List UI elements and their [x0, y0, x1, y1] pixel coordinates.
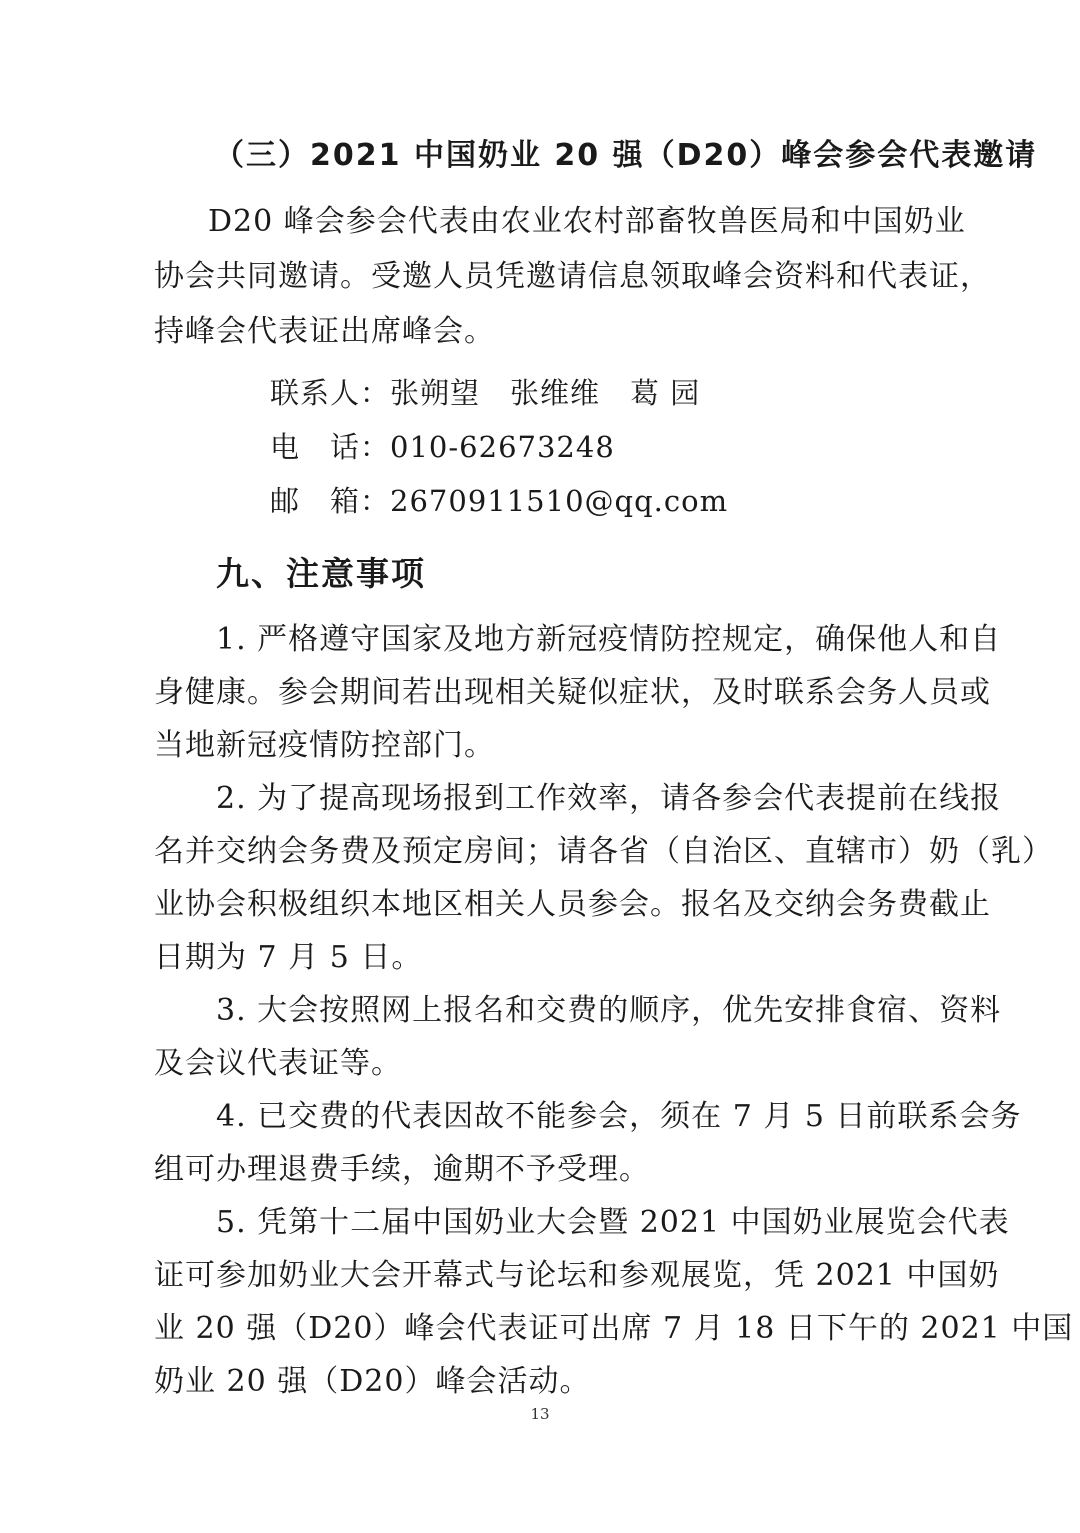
- notes-line: 组可办理退费手续，逾期不予受理。: [154, 1152, 650, 1187]
- notes-line: 3. 大会按照网上报名和交费的顺序，优先安排食宿、资料: [216, 993, 1002, 1028]
- contact-person-value: 张朔望 张维维 葛 园: [390, 376, 701, 410]
- notes-line: 证可参加奶业大会开幕式与论坛和参观展览，凭 2021 中国奶: [154, 1258, 1000, 1293]
- notes-heading: 九、注意事项: [216, 554, 426, 593]
- page-number: 13: [530, 1405, 550, 1423]
- notes-line: 名并交纳会务费及预定房间；请各省（自治区、直辖市）奶（乳）: [154, 834, 1053, 869]
- invitation-body-line-3: 持峰会代表证出席峰会。: [154, 314, 495, 349]
- notes-line: 身健康。参会期间若出现相关疑似症状，及时联系会务人员或: [154, 675, 991, 710]
- contact-email-row: [270, 481, 728, 521]
- notes-line: 1. 严格遵守国家及地方新冠疫情防控规定，确保他人和自: [216, 622, 1002, 657]
- invitation-body-line-1: D20 峰会参会代表由农业农村部畜牧兽医局和中国奶业: [208, 204, 966, 239]
- notes-line: 5. 凭第十二届中国奶业大会暨 2021 中国奶业展览会代表: [216, 1205, 1010, 1240]
- contact-person-row: [270, 373, 700, 413]
- notes-line: 及会议代表证等。: [154, 1046, 402, 1081]
- contact-phone-value: 010-62673248: [390, 430, 615, 464]
- contact-person-label: 联系人：: [270, 376, 391, 410]
- notes-line: 业 20 强（D20）峰会代表证可出席 7 月 18 日下午的 2021 中国: [154, 1311, 1074, 1346]
- notes-line: 4. 已交费的代表因故不能参会，须在 7 月 5 日前联系会务: [216, 1099, 1022, 1134]
- contact-phone-row: [270, 427, 615, 467]
- notes-line: 2. 为了提高现场报到工作效率，请各参会代表提前在线报: [216, 781, 1002, 816]
- notes-line: 奶业 20 强（D20）峰会活动。: [154, 1364, 591, 1399]
- contact-email-label: 邮 箱：: [270, 484, 391, 518]
- invitation-heading: （三）2021 中国奶业 20 强（D20）峰会参会代表邀请: [214, 138, 1038, 173]
- notes-line: 当地新冠疫情防控部门。: [154, 728, 495, 763]
- notes-line: 日期为 7 月 5 日。: [154, 940, 423, 975]
- contact-phone-label: 电 话：: [270, 430, 391, 464]
- notes-line: 业协会积极组织本地区相关人员参会。报名及交纳会务费截止: [154, 887, 991, 922]
- contact-email-value: 2670911510@qq.com: [390, 484, 729, 518]
- invitation-body-line-2: 协会共同邀请。受邀人员凭邀请信息领取峰会资料和代表证，: [154, 259, 991, 294]
